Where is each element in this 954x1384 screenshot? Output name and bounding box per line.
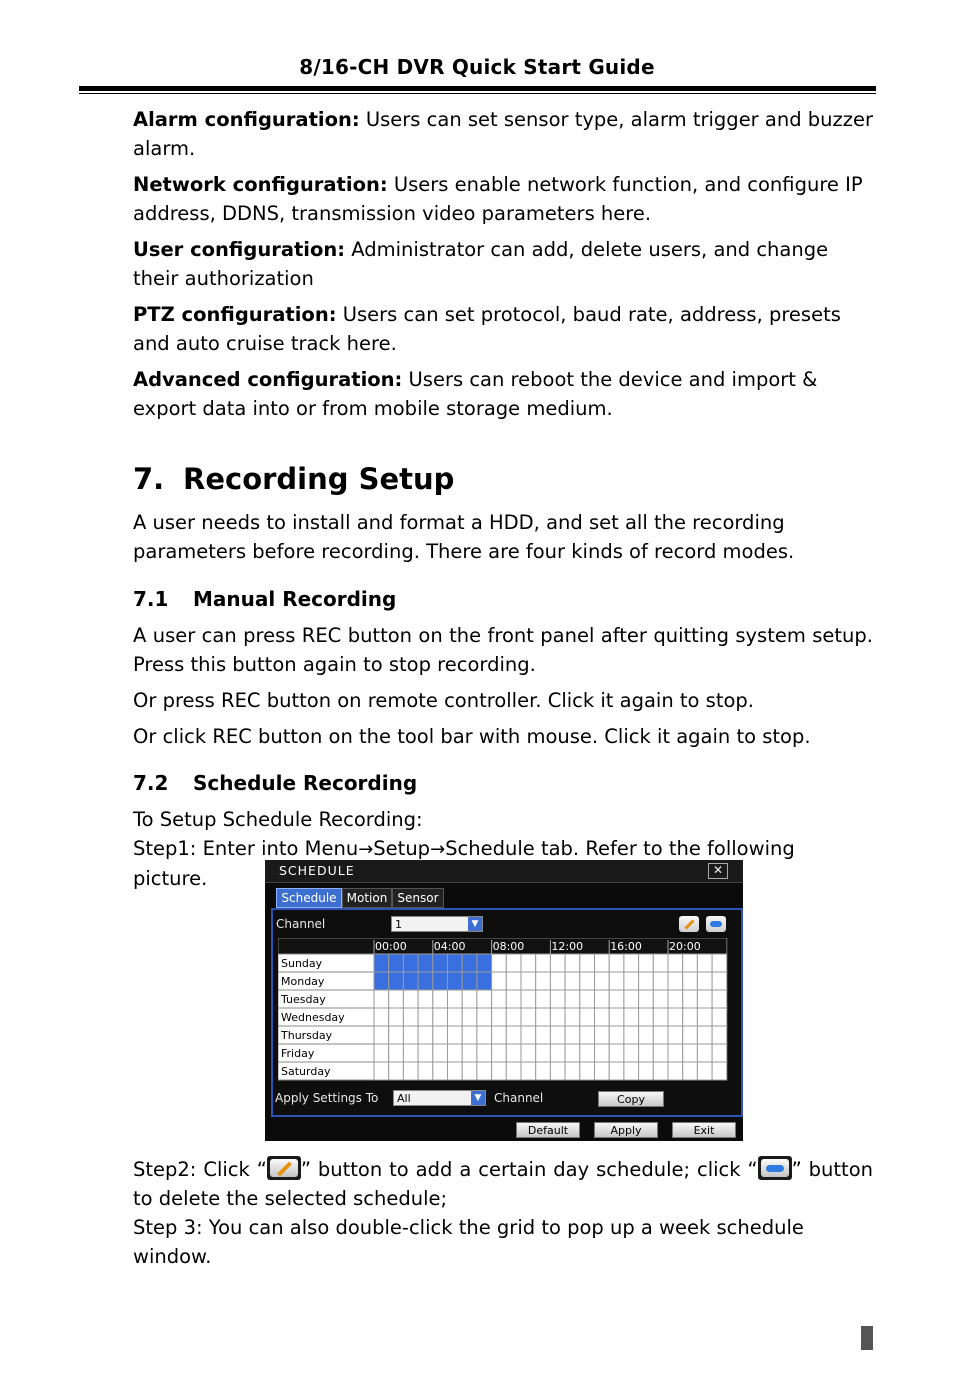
schedule-cell <box>668 1026 683 1044</box>
schedule-cell <box>668 972 683 990</box>
schedule-cell <box>697 1026 712 1044</box>
schedule-cell <box>550 954 565 972</box>
schedule-cell <box>433 990 448 1008</box>
section-7-2-intro: To Setup Schedule Recording: <box>133 808 423 831</box>
ptz-config-text: Users can set protocol, baud rate, address, presets and auto cruise track here. <box>133 303 841 355</box>
schedule-cell <box>506 1026 521 1044</box>
schedule-cell <box>565 1008 580 1026</box>
schedule-cell <box>683 1062 698 1080</box>
day-label: Tuesday <box>281 993 326 1006</box>
section-7-2-step2 <box>133 1155 873 1213</box>
schedule-cell <box>609 1008 624 1026</box>
schedule-cell <box>521 1026 536 1044</box>
step2-text-c: ” button to delete the selected schedule; <box>133 1158 873 1210</box>
channel-label: Channel <box>276 917 326 931</box>
day-label: Wednesday <box>281 1011 345 1024</box>
time-label: 00:00 <box>375 940 407 953</box>
schedule-cell <box>550 972 565 990</box>
schedule-cell-selected <box>462 972 477 990</box>
schedule-cell <box>624 1026 639 1044</box>
copy-button[interactable]: Copy <box>598 1091 664 1107</box>
apply-button[interactable]: Apply <box>594 1122 658 1138</box>
schedule-cell <box>403 1062 418 1080</box>
schedule-cell <box>712 1026 727 1044</box>
chevron-down-icon: ▼ <box>471 1091 485 1105</box>
schedule-cell <box>536 1062 551 1080</box>
schedule-cell-selected <box>433 972 448 990</box>
schedule-cell <box>565 1044 580 1062</box>
schedule-cell <box>697 1044 712 1062</box>
schedule-cell <box>639 972 654 990</box>
schedule-cell <box>477 1062 492 1080</box>
channel-select[interactable] <box>391 916 483 932</box>
apply-settings-select[interactable] <box>393 1090 486 1106</box>
schedule-cell <box>389 1026 404 1044</box>
schedule-cell <box>609 954 624 972</box>
schedule-cell <box>697 1008 712 1026</box>
step1-text-a: Step1: Enter into Menu <box>133 837 359 860</box>
schedule-cell <box>580 1008 595 1026</box>
schedule-cell <box>653 1026 668 1044</box>
schedule-cell <box>462 1008 477 1026</box>
schedule-cell <box>550 1026 565 1044</box>
schedule-cell <box>697 954 712 972</box>
section-7-2-step3: Step 3: You can also double-click the grid to pop up a week schedule window. <box>133 1216 804 1268</box>
schedule-cell <box>374 1026 389 1044</box>
schedule-cell <box>521 972 536 990</box>
tab-schedule[interactable]: Schedule <box>276 888 342 908</box>
schedule-grid[interactable] <box>278 938 728 1083</box>
schedule-window <box>265 860 743 1141</box>
edit-pencil-icon <box>267 1156 301 1180</box>
schedule-cell <box>668 990 683 1008</box>
time-label: 04:00 <box>433 940 466 953</box>
schedule-cell-selected <box>448 954 463 972</box>
schedule-cell <box>580 1044 595 1062</box>
schedule-cell-selected <box>448 972 463 990</box>
schedule-cell <box>521 1008 536 1026</box>
edit-schedule-icon[interactable] <box>679 916 699 932</box>
schedule-cell <box>683 1026 698 1044</box>
schedule-cell <box>697 990 712 1008</box>
day-label: Sunday <box>281 957 323 970</box>
section-7-1-paragraph-2: Or press REC button on remote controller. Click it again to stop. <box>133 689 754 712</box>
delete-schedule-icon[interactable] <box>706 916 726 932</box>
schedule-cell <box>550 1062 565 1080</box>
schedule-cell <box>609 972 624 990</box>
day-label: Friday <box>281 1047 315 1060</box>
time-label: 16:00 <box>610 940 642 953</box>
step2-text-a: Step2: Click “ <box>133 1158 267 1181</box>
schedule-cell <box>595 1062 610 1080</box>
schedule-cell <box>433 1062 448 1080</box>
schedule-window-title: SCHEDULE <box>279 863 355 878</box>
schedule-cell <box>639 990 654 1008</box>
schedule-cell <box>609 1026 624 1044</box>
schedule-cell <box>448 1026 463 1044</box>
chevron-down-icon: ▼ <box>468 917 482 931</box>
schedule-cell <box>462 1026 477 1044</box>
page-marker <box>861 1326 873 1350</box>
schedule-cell <box>595 1044 610 1062</box>
schedule-cell <box>683 990 698 1008</box>
schedule-cell <box>668 1062 683 1080</box>
schedule-cell <box>506 954 521 972</box>
ptz-config-paragraph <box>133 300 873 358</box>
section-7-number: 7. <box>133 462 165 496</box>
schedule-cell <box>492 954 507 972</box>
schedule-cell <box>565 1026 580 1044</box>
default-button[interactable]: Default <box>516 1122 580 1138</box>
schedule-titlebar <box>265 860 743 883</box>
section-7-2-number: 7.2 <box>133 771 169 795</box>
day-label: Saturday <box>281 1065 331 1078</box>
day-label: Thursday <box>281 1029 333 1042</box>
schedule-cell-selected <box>433 954 448 972</box>
schedule-cell <box>668 954 683 972</box>
section-7-1-paragraph-1: A user can press REC button on the front panel after quitting system setup. Press this button again to stop recording. <box>133 624 873 676</box>
schedule-cell <box>403 1008 418 1026</box>
schedule-cell <box>609 990 624 1008</box>
user-config-text: Administrator can add, delete users, and change their authorization <box>133 238 829 290</box>
section-7-heading <box>133 462 454 496</box>
schedule-cell <box>477 1044 492 1062</box>
schedule-cell <box>697 1062 712 1080</box>
schedule-cell <box>595 1026 610 1044</box>
time-label: 08:00 <box>492 940 525 953</box>
step1-text-c: Schedule tab. Refer to the following picture. <box>133 837 795 890</box>
network-config-label: Network configuration: <box>133 173 388 196</box>
header-rule-thick <box>79 86 876 91</box>
schedule-cell <box>403 1044 418 1062</box>
schedule-cell <box>506 1044 521 1062</box>
schedule-cell <box>712 972 727 990</box>
schedule-cell <box>580 1062 595 1080</box>
schedule-cell <box>565 990 580 1008</box>
schedule-cell <box>668 1044 683 1062</box>
schedule-cell <box>624 1008 639 1026</box>
schedule-cell <box>418 1008 433 1026</box>
schedule-cell <box>403 990 418 1008</box>
schedule-cell <box>624 990 639 1008</box>
schedule-cell <box>653 990 668 1008</box>
schedule-cell <box>521 990 536 1008</box>
schedule-cell <box>683 954 698 972</box>
schedule-cell <box>712 954 727 972</box>
network-config-text: Users enable network function, and configure IP address, DDNS, transmission video parameters here. <box>133 173 863 225</box>
schedule-cell <box>418 1026 433 1044</box>
user-config-paragraph <box>133 235 873 293</box>
time-label: 12:00 <box>551 940 584 953</box>
advanced-config-paragraph <box>133 365 873 423</box>
schedule-cell <box>653 954 668 972</box>
schedule-cell <box>653 972 668 990</box>
schedule-cell <box>492 972 507 990</box>
schedule-cell <box>492 1008 507 1026</box>
section-7-1-number: 7.1 <box>133 587 169 611</box>
schedule-cell <box>580 972 595 990</box>
schedule-cell <box>506 1008 521 1026</box>
schedule-cell <box>462 1062 477 1080</box>
schedule-cell <box>462 1044 477 1062</box>
schedule-cell <box>550 990 565 1008</box>
schedule-cell <box>492 1044 507 1062</box>
schedule-cell <box>653 1062 668 1080</box>
schedule-cell <box>418 1044 433 1062</box>
user-config-label: User configuration: <box>133 238 346 261</box>
schedule-cell <box>418 1062 433 1080</box>
apply-settings-label: Apply Settings To <box>275 1091 379 1105</box>
step2-text-b: ” button to add a certain day schedule; click “ <box>300 1158 758 1181</box>
schedule-cell-selected <box>374 972 389 990</box>
schedule-cell <box>639 954 654 972</box>
schedule-cell <box>683 1008 698 1026</box>
schedule-cell-selected <box>418 972 433 990</box>
schedule-cell <box>477 1008 492 1026</box>
schedule-cell <box>653 1008 668 1026</box>
schedule-cell <box>712 1044 727 1062</box>
alarm-config-label: Alarm configuration: <box>133 108 360 131</box>
section-7-2-title: Schedule Recording <box>193 771 418 795</box>
advanced-config-label: Advanced configuration: <box>133 368 403 391</box>
step1-text-b: Setup <box>373 837 431 860</box>
schedule-cell <box>389 990 404 1008</box>
schedule-cell <box>389 1044 404 1062</box>
schedule-cell <box>639 1044 654 1062</box>
alarm-config-text: Users can set sensor type, alarm trigger and buzzer alarm. <box>133 108 874 160</box>
section-7-1-paragraph-3: Or click REC button on the tool bar with mouse. Click it again to stop. <box>133 725 811 748</box>
section-7-1-heading <box>133 587 396 611</box>
schedule-cell <box>403 1026 418 1044</box>
schedule-cell <box>433 1026 448 1044</box>
channel-select-value: 1 <box>395 918 402 931</box>
schedule-cell-selected <box>462 954 477 972</box>
network-config-paragraph <box>133 170 873 228</box>
schedule-cell <box>374 1062 389 1080</box>
schedule-cell <box>433 1008 448 1026</box>
schedule-cell <box>639 1008 654 1026</box>
schedule-cell <box>550 1008 565 1026</box>
schedule-cell <box>536 1026 551 1044</box>
schedule-cell <box>712 1008 727 1026</box>
schedule-cell <box>580 990 595 1008</box>
schedule-cell <box>697 972 712 990</box>
schedule-cell <box>683 972 698 990</box>
schedule-cell <box>521 1062 536 1080</box>
schedule-cell <box>374 1044 389 1062</box>
section-7-1-title: Manual Recording <box>193 587 397 611</box>
schedule-cell-selected <box>374 954 389 972</box>
apply-channel-label: Channel <box>494 1091 544 1105</box>
schedule-cell <box>492 990 507 1008</box>
schedule-cell <box>639 1026 654 1044</box>
schedule-cell <box>477 990 492 1008</box>
schedule-cell <box>595 972 610 990</box>
section-7-2-heading <box>133 771 417 795</box>
arrow-right-icon: → <box>430 839 446 860</box>
schedule-cell <box>448 990 463 1008</box>
schedule-cell <box>492 1026 507 1044</box>
schedule-cell <box>595 1008 610 1026</box>
schedule-cell <box>536 972 551 990</box>
schedule-cell <box>477 1026 492 1044</box>
schedule-cell <box>712 990 727 1008</box>
schedule-cell <box>609 1062 624 1080</box>
schedule-cell <box>433 1044 448 1062</box>
schedule-cell <box>565 1062 580 1080</box>
arrow-right-icon: → <box>358 839 374 860</box>
schedule-cell <box>521 1044 536 1062</box>
close-icon[interactable]: ✕ <box>708 863 728 879</box>
schedule-cell <box>624 954 639 972</box>
schedule-cell <box>624 1062 639 1080</box>
schedule-cell <box>536 1044 551 1062</box>
schedule-cell <box>595 954 610 972</box>
schedule-cell <box>506 972 521 990</box>
schedule-cell <box>653 1044 668 1062</box>
ptz-config-label: PTZ configuration: <box>133 303 337 326</box>
schedule-cell <box>639 1062 654 1080</box>
schedule-cell <box>580 1026 595 1044</box>
schedule-cell <box>374 1008 389 1026</box>
schedule-cell <box>624 972 639 990</box>
schedule-cell <box>389 1008 404 1026</box>
schedule-cell <box>536 990 551 1008</box>
advanced-config-text: Users can reboot the device and import & export data into or from mobile storage medium. <box>133 368 818 420</box>
schedule-cell <box>683 1044 698 1062</box>
schedule-cell-selected <box>403 972 418 990</box>
schedule-cell <box>506 990 521 1008</box>
section-7-title: Recording Setup <box>183 462 455 496</box>
schedule-cell <box>565 954 580 972</box>
schedule-cell <box>712 1062 727 1080</box>
schedule-cell <box>668 1008 683 1026</box>
schedule-cell <box>418 990 433 1008</box>
schedule-cell <box>462 990 477 1008</box>
alarm-config-paragraph <box>133 105 873 163</box>
tab-motion[interactable]: Motion <box>342 888 392 908</box>
schedule-cell <box>565 972 580 990</box>
tab-sensor[interactable]: Sensor <box>392 888 444 908</box>
schedule-cell <box>624 1044 639 1062</box>
schedule-cell-selected <box>477 972 492 990</box>
schedule-cell-selected <box>418 954 433 972</box>
schedule-cell <box>536 1008 551 1026</box>
schedule-cell <box>389 1062 404 1080</box>
delete-eraser-icon <box>758 1156 792 1180</box>
schedule-cell <box>580 954 595 972</box>
section-7-body: A user needs to install and format a HDD, and set all the recording parameters before recording. There are four kinds of record modes. <box>133 511 795 563</box>
schedule-cell <box>492 1062 507 1080</box>
day-label: Monday <box>281 975 325 988</box>
schedule-cell <box>609 1044 624 1062</box>
schedule-cell <box>374 990 389 1008</box>
schedule-cell <box>536 954 551 972</box>
apply-settings-value: All <box>397 1092 411 1105</box>
schedule-cell <box>506 1062 521 1080</box>
schedule-cell <box>550 1044 565 1062</box>
schedule-cell <box>448 1008 463 1026</box>
schedule-cell <box>521 954 536 972</box>
exit-button[interactable]: Exit <box>672 1122 736 1138</box>
header-rule-thin <box>79 93 876 94</box>
page-header-title: 8/16-CH DVR Quick Start Guide <box>299 55 655 79</box>
schedule-cell-selected <box>403 954 418 972</box>
time-label: 20:00 <box>669 940 701 953</box>
schedule-cell-selected <box>389 972 404 990</box>
schedule-cell <box>448 1062 463 1080</box>
schedule-cell-selected <box>389 954 404 972</box>
schedule-cell <box>448 1044 463 1062</box>
schedule-cell-selected <box>477 954 492 972</box>
schedule-cell <box>595 990 610 1008</box>
